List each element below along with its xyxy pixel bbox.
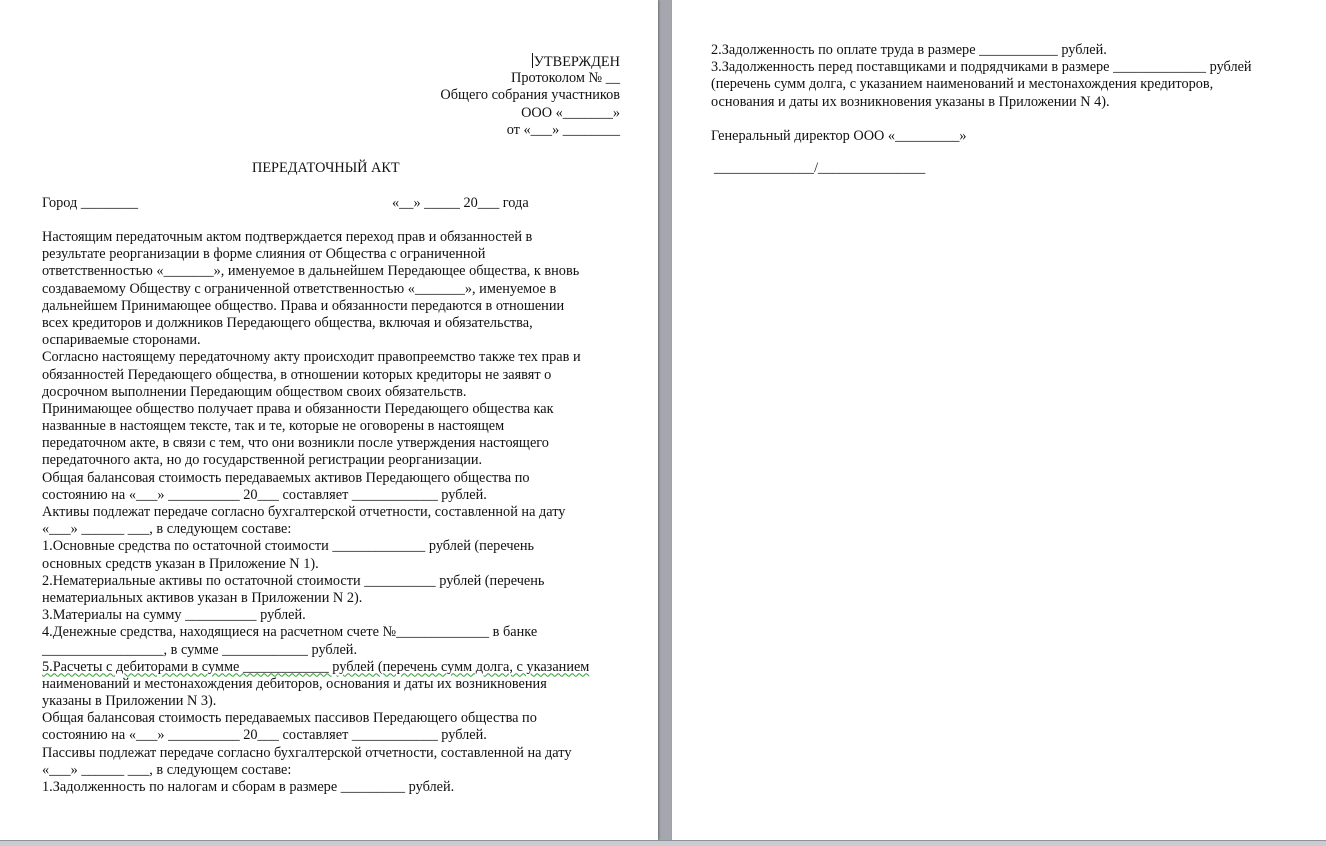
text-line: 3.Задолженность перед поставщиками и подрядчиками в размере _____________ рублей xyxy=(711,59,1252,76)
text-line: 3.Материалы на сумму __________ рублей. xyxy=(42,607,306,624)
act-body xyxy=(42,229,589,796)
company-line: ООО «_______» xyxy=(521,104,620,121)
approval-block xyxy=(440,53,620,139)
text-line: «___» ______ ___, в следующем составе: xyxy=(42,521,292,538)
text-line: передаточном акте, в связи с тем, что они возникли после утверждения настоящего xyxy=(42,435,549,452)
text-line: указаны в Приложении N 3). xyxy=(42,693,217,710)
text-line: всех кредиторов и должников Передающего общества, включая и обязательства, xyxy=(42,314,533,331)
text-line: 1.Основные средства по остаточной стоимости _____________ рублей (перечень xyxy=(42,538,535,555)
text-line: оспариваемые сторонами. xyxy=(42,332,201,349)
document-page-1[interactable] xyxy=(0,0,658,840)
text-line: Принимающее общество получает права и обязанности Передающего общества как xyxy=(42,400,554,417)
text-line: дальнейшем Принимающее общество. Права и обязанности передаются в отношении xyxy=(42,297,565,314)
text-line: 2.Нематериальные активы по остаточной стоимости __________ рублей (перечень xyxy=(42,572,545,589)
liabilities-continued xyxy=(711,42,1252,145)
text-line: основных средств указан в Приложение N 1). xyxy=(42,555,319,572)
text-line: результате реорганизации в форме слияния от Общества с ограниченной xyxy=(42,246,486,263)
document-title: ПЕРЕДАТОЧНЫЙ АКТ xyxy=(252,160,400,176)
text-line: основания и даты их возникновения указаны в Приложении N 4). xyxy=(711,93,1110,110)
date-field: «__» _____ 20___ года xyxy=(392,195,529,211)
text-line: Общая балансовая стоимость передаваемых активов Передающего общества по xyxy=(42,469,530,486)
text-line: «___» ______ ___, в следующем составе: xyxy=(42,761,292,778)
meeting-line: Общего собрания участников xyxy=(440,87,620,104)
text-line: _________________, в сумме ____________ рублей. xyxy=(42,641,358,658)
text-line: (перечень сумм долга, с указанием наименований и местонахождения кредиторов, xyxy=(711,76,1214,93)
text-line: наименований и местонахождения дебиторов, основания и даты их возникновения xyxy=(42,675,547,692)
text-line: 2.Задолженность по оплате труда в размере ___________ рублей. xyxy=(711,42,1107,58)
text-line: Согласно настоящему передаточному акту происходит правопреемство также тех прав и xyxy=(42,349,581,366)
text-line: Пассивы подлежат передаче согласно бухгалтерской отчетности, составленной на дату xyxy=(42,744,572,761)
text-line: нематериальных активов указан в Приложении N 2). xyxy=(42,589,363,606)
text-line: передаточного акта, но до государственной регистрации реорганизации. xyxy=(42,452,483,469)
text-line: 1.Задолженность по налогам и сборам в размере _________ рублей. xyxy=(42,779,455,795)
text-line: названные в настоящем тексте, так и те, которые не оговорены в настоящем xyxy=(42,418,505,435)
text-line: 4.Денежные средства, находящиеся на расчетном счете №_____________ в банке xyxy=(42,624,538,641)
text-cursor xyxy=(532,53,533,68)
text-line: создаваемому Обществу с ограниченной ответственностью «_______», именуемое в xyxy=(42,280,557,297)
text-line: состоянию на «___» __________ 20___ составляет ____________ рублей. xyxy=(42,486,487,503)
text-line: 5.Расчеты с дебиторами в сумме ____________ рублей (перечень сумм долга, с указанием xyxy=(42,658,590,675)
city-field: Город ________ xyxy=(42,195,139,211)
text-line: обязанностей Передающего общества, в отношении которых кредиторы не заявят о xyxy=(42,366,552,383)
signature-line: ______________/_______________ xyxy=(714,160,926,176)
text-line: ответственностью «_______», именуемое в дальнейшем Передающее общества, к вновь xyxy=(42,263,580,280)
approved-label: УТВЕРЖДЕН xyxy=(533,54,620,70)
page-gutter xyxy=(658,0,672,840)
text-line: Активы подлежат передаче согласно бухгалтерской отчетности, составленной на дату xyxy=(42,504,566,520)
text-line: Общая балансовая стоимость передаваемых пассивов Передающего общества по xyxy=(42,710,537,727)
protocol-line: Протоколом № __ xyxy=(511,70,620,87)
text-line: Настоящим передаточным актом подтверждается переход прав и обязанностей в xyxy=(42,229,533,245)
approval-date-line: от «___» ________ xyxy=(506,121,620,138)
text-line: досрочном выполнении Передающим обществом своих обязательств. xyxy=(42,383,467,400)
text-line: состоянию на «___» __________ 20___ составляет ____________ рублей. xyxy=(42,727,487,744)
director-line: Генеральный директор ООО «_________» xyxy=(711,127,967,144)
horizontal-scrollbar[interactable] xyxy=(0,840,1326,846)
